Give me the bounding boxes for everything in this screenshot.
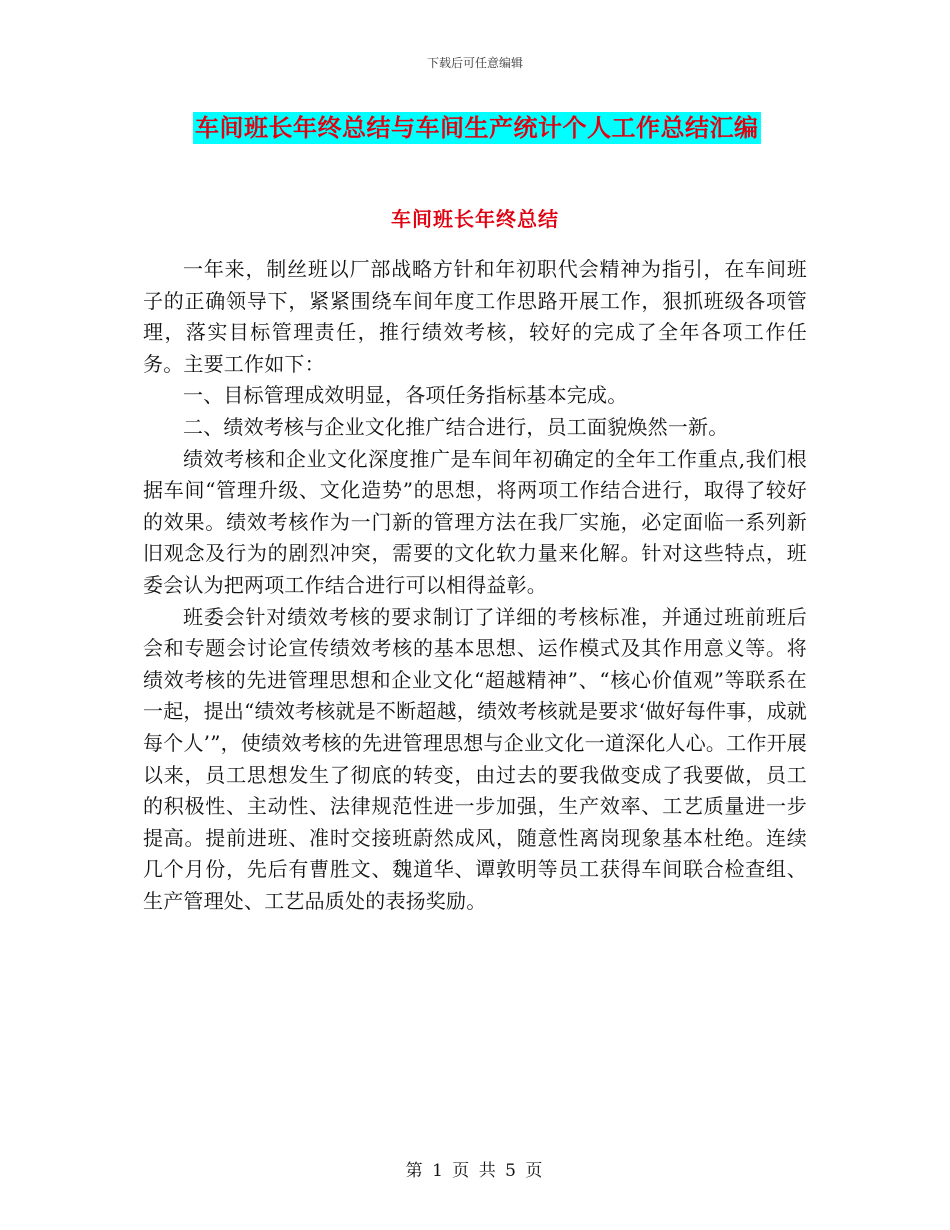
document-title: 车间班长年终总结与车间生产统计个人工作总结汇编 bbox=[195, 114, 759, 142]
document-body bbox=[143, 254, 807, 917]
section-title: 车间班长年终总结 bbox=[391, 207, 559, 231]
page-footer: 第 1 页 共 5 页 bbox=[405, 1161, 545, 1181]
paragraph: 二、绩效考核与企业文化推广结合进行，员工面貌焕然一新。 bbox=[183, 414, 729, 439]
paragraph: 一、目标管理成效明显，各项任务指标基本完成。 bbox=[183, 383, 628, 408]
paragraph: 一年来，制丝班以厂部战略方针和年初职代会精神为指引，在车间班子的正确领导下，紧紧围绕车间年度工作思路开展工作，狠抓班级各项管理，落实目标管理责任，推行绩效考核，较好的完成了全年各项工作任务。主要工作如下： bbox=[143, 257, 807, 376]
header-note: 下载后可任意编辑 bbox=[426, 56, 523, 70]
paragraph: 班委会针对绩效考核的要求制订了详细的考核标准，并通过班前班后会和专题会讨论宣传绩效考核的基本思想、运作模式及其作用意义等。将绩效考核的先进管理思想和企业文化“超越精神”、“核心价值观”等联系在一起，提出“绩效考核就是不断超越，绩效考核就是要求‘做好每件事，成就每个人’”，使绩效考核的先进管理思想与企业文化一道深化人心。工作开展以来，员工思想发生了彻底的转变，由过去的要我做变成了我要做，员工的积极性、主动性、法律规范性进一步加强，生产效率、工艺质量进一步提高。提前进班、准时交接班蔚然成风，随意性离岗现象基本杜绝。连续几个月份，先后有曹胜文、魏道华、谭敦明等员工获得车间联合检查组、生产管理处、工艺品质处的表扬奖励。 bbox=[143, 604, 807, 913]
paragraph: 绩效考核和企业文化深度推广是车间年初确定的全年工作重点,我们根据车间“管理升级、文化造势”的思想，将两项工作结合进行，取得了较好的效果。绩效考核作为一门新的管理方法在我厂实施，必定面临一系列新旧观念及行为的剧烈冲突，需要的文化软力量来化解。针对这些特点，班委会认为把两项工作结合进行可以相得益彰。 bbox=[143, 446, 807, 597]
